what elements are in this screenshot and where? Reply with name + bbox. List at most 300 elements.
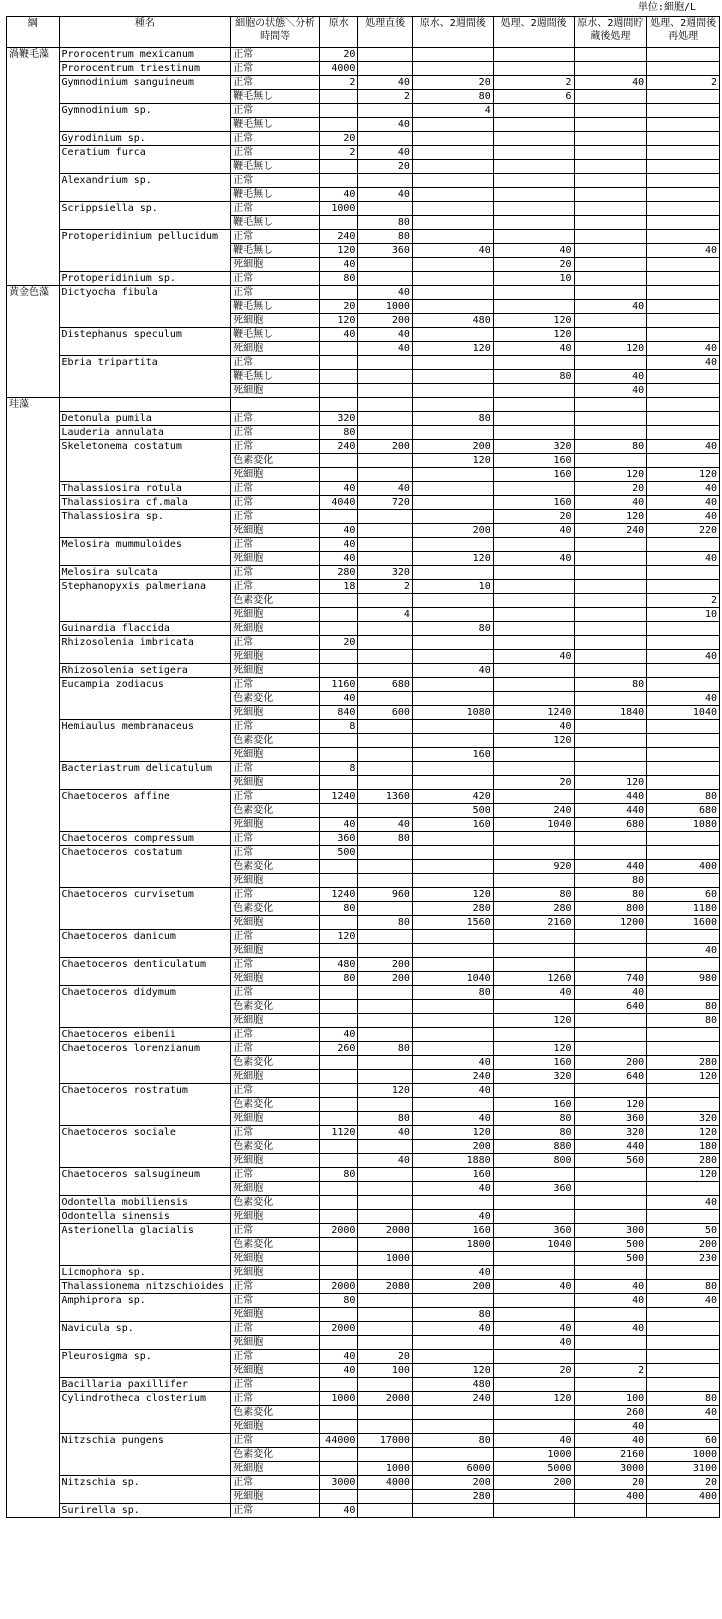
value-cell	[412, 510, 493, 524]
species-cell: Rhizosolenia setigera	[59, 664, 231, 678]
value-cell	[320, 174, 358, 188]
value-cell	[320, 1196, 358, 1210]
value-cell	[574, 958, 647, 972]
species-cell: Prorocentrum mexicanum	[59, 48, 231, 62]
value-cell: 120	[647, 1168, 720, 1182]
value-cell	[412, 734, 493, 748]
state-cell: 鞭毛無し	[231, 216, 320, 230]
value-cell	[493, 1266, 574, 1280]
value-cell	[358, 846, 413, 860]
value-cell: 80	[574, 874, 647, 888]
state-cell: 死細胞	[231, 1462, 320, 1476]
value-cell: 40	[574, 1280, 647, 1294]
value-cell	[358, 370, 413, 384]
state-cell: 正常	[231, 1350, 320, 1364]
value-cell	[493, 1504, 574, 1518]
state-cell: 正常	[231, 174, 320, 188]
species-cell: Chaetoceros curvisetum	[59, 888, 231, 930]
value-cell	[358, 804, 413, 818]
value-cell	[493, 286, 574, 300]
value-cell: 1080	[412, 706, 493, 720]
header-treated: 処理直後	[358, 17, 413, 48]
value-cell	[574, 272, 647, 286]
value-cell: 1260	[493, 972, 574, 986]
value-cell	[358, 1182, 413, 1196]
value-cell: 160	[493, 1056, 574, 1070]
table-row	[7, 104, 720, 118]
value-cell	[647, 776, 720, 790]
state-cell: 死細胞	[231, 706, 320, 720]
value-cell: 40	[358, 818, 413, 832]
value-cell	[412, 720, 493, 734]
state-cell: 色素変化	[231, 692, 320, 706]
state-cell	[231, 398, 320, 412]
value-cell	[412, 202, 493, 216]
value-cell: 120	[320, 244, 358, 258]
value-cell	[320, 1252, 358, 1266]
state-cell: 正常	[231, 678, 320, 692]
value-cell	[412, 188, 493, 202]
value-cell: 40	[412, 1210, 493, 1224]
table-row	[7, 132, 720, 146]
value-cell: 1240	[493, 706, 574, 720]
state-cell: 鞭毛無し	[231, 300, 320, 314]
value-cell: 200	[358, 958, 413, 972]
value-cell	[493, 566, 574, 580]
value-cell	[493, 482, 574, 496]
value-cell: 440	[574, 790, 647, 804]
value-cell	[647, 748, 720, 762]
value-cell: 120	[412, 552, 493, 566]
value-cell	[320, 1112, 358, 1126]
value-cell	[647, 734, 720, 748]
value-cell	[358, 734, 413, 748]
value-cell: 1120	[320, 1126, 358, 1140]
value-cell: 40	[358, 146, 413, 160]
state-cell: 死細胞	[231, 1252, 320, 1266]
value-cell: 440	[574, 804, 647, 818]
table-row	[7, 146, 720, 160]
value-cell	[647, 426, 720, 440]
state-cell: 死細胞	[231, 314, 320, 328]
value-cell	[320, 1056, 358, 1070]
value-cell	[647, 146, 720, 160]
state-cell: 正常	[231, 272, 320, 286]
value-cell	[320, 1308, 358, 1322]
value-cell	[358, 510, 413, 524]
value-cell	[358, 1070, 413, 1084]
value-cell: 200	[358, 314, 413, 328]
state-cell: 死細胞	[231, 524, 320, 538]
value-cell: 240	[320, 440, 358, 454]
value-cell: 1040	[493, 1238, 574, 1252]
value-cell: 40	[493, 1434, 574, 1448]
value-cell	[574, 328, 647, 342]
table-row	[7, 1294, 720, 1308]
value-cell: 40	[320, 1364, 358, 1378]
value-cell: 480	[412, 1378, 493, 1392]
species-cell: Lauderia annulata	[59, 426, 231, 440]
species-cell: Surirella sp.	[59, 1504, 231, 1518]
value-cell: 40	[412, 1112, 493, 1126]
value-cell: 6000	[412, 1462, 493, 1476]
value-cell	[574, 314, 647, 328]
value-cell: 200	[412, 1476, 493, 1490]
value-cell: 1800	[412, 1238, 493, 1252]
value-cell	[574, 720, 647, 734]
table-row	[7, 286, 720, 300]
value-cell	[574, 1014, 647, 1028]
value-cell: 6	[493, 90, 574, 104]
value-cell: 40	[358, 1126, 413, 1140]
state-cell: 死細胞	[231, 818, 320, 832]
state-cell: 死細胞	[231, 1420, 320, 1434]
value-cell	[493, 1196, 574, 1210]
value-cell	[574, 636, 647, 650]
state-cell: 死細胞	[231, 1210, 320, 1224]
value-cell	[358, 384, 413, 398]
value-cell	[574, 552, 647, 566]
value-cell: 840	[320, 706, 358, 720]
value-cell: 440	[574, 860, 647, 874]
table-row	[7, 580, 720, 594]
value-cell	[358, 1098, 413, 1112]
value-cell: 920	[493, 860, 574, 874]
value-cell	[320, 104, 358, 118]
table-row	[7, 1210, 720, 1224]
state-cell: 死細胞	[231, 1364, 320, 1378]
value-cell: 40	[320, 1028, 358, 1042]
value-cell: 40	[574, 76, 647, 90]
state-cell: 死細胞	[231, 944, 320, 958]
value-cell	[320, 160, 358, 174]
value-cell: 2000	[320, 1224, 358, 1238]
value-cell	[574, 230, 647, 244]
table-row	[7, 1168, 720, 1182]
value-cell	[358, 1308, 413, 1322]
state-cell: 正常	[231, 1378, 320, 1392]
value-cell	[320, 622, 358, 636]
value-cell	[574, 650, 647, 664]
value-cell	[358, 1238, 413, 1252]
value-cell: 120	[574, 468, 647, 482]
table-row	[7, 356, 720, 370]
species-cell: Thalassiosira sp.	[59, 510, 231, 538]
value-cell	[412, 1336, 493, 1350]
state-cell: 正常	[231, 720, 320, 734]
value-cell: 50	[647, 1224, 720, 1238]
value-cell	[493, 1000, 574, 1014]
state-cell: 色素変化	[231, 1098, 320, 1112]
value-cell: 80	[647, 1000, 720, 1014]
state-cell: 死細胞	[231, 1014, 320, 1028]
value-cell	[358, 1196, 413, 1210]
value-cell	[412, 482, 493, 496]
value-cell	[574, 1266, 647, 1280]
state-cell: 色素変化	[231, 1238, 320, 1252]
value-cell	[493, 104, 574, 118]
value-cell: 2	[647, 76, 720, 90]
species-cell: Navicula sp.	[59, 1322, 231, 1350]
value-cell: 120	[493, 1392, 574, 1406]
state-cell: 正常	[231, 1504, 320, 1518]
value-cell: 400	[574, 1490, 647, 1504]
value-cell: 40	[412, 1266, 493, 1280]
species-cell: Ebria tripartita	[59, 356, 231, 398]
value-cell	[358, 1028, 413, 1042]
state-cell: 正常	[231, 1434, 320, 1448]
value-cell	[358, 552, 413, 566]
value-cell: 4040	[320, 496, 358, 510]
value-cell	[320, 1014, 358, 1028]
table-row	[7, 1042, 720, 1056]
value-cell	[493, 580, 574, 594]
state-cell: 死細胞	[231, 874, 320, 888]
value-cell	[647, 1182, 720, 1196]
value-cell: 10	[412, 580, 493, 594]
value-cell: 120	[412, 1126, 493, 1140]
state-cell: 正常	[231, 1294, 320, 1308]
value-cell: 80	[320, 272, 358, 286]
value-cell	[320, 1336, 358, 1350]
value-cell: 600	[358, 706, 413, 720]
value-cell	[320, 944, 358, 958]
value-cell: 3100	[647, 1462, 720, 1476]
value-cell	[647, 104, 720, 118]
value-cell: 40	[320, 1350, 358, 1364]
value-cell: 20	[412, 76, 493, 90]
table-row	[7, 832, 720, 846]
table-row	[7, 482, 720, 496]
value-cell	[358, 272, 413, 286]
value-cell: 1000	[358, 300, 413, 314]
value-cell	[647, 678, 720, 692]
value-cell	[320, 1406, 358, 1420]
value-cell	[493, 958, 574, 972]
value-cell: 1600	[647, 916, 720, 930]
value-cell	[358, 1266, 413, 1280]
state-cell: 色素変化	[231, 860, 320, 874]
value-cell	[574, 832, 647, 846]
value-cell: 20	[358, 160, 413, 174]
value-cell: 40	[320, 818, 358, 832]
value-cell	[647, 720, 720, 734]
value-cell	[358, 1448, 413, 1462]
state-cell: 正常	[231, 986, 320, 1000]
state-cell: 色素変化	[231, 1448, 320, 1462]
value-cell: 200	[412, 1140, 493, 1154]
table-row	[7, 412, 720, 426]
value-cell: 40	[320, 188, 358, 202]
state-cell: 色素変化	[231, 902, 320, 916]
state-cell: 死細胞	[231, 1336, 320, 1350]
value-cell	[358, 1056, 413, 1070]
value-cell	[320, 1420, 358, 1434]
value-cell	[412, 944, 493, 958]
value-cell	[358, 524, 413, 538]
value-cell	[493, 202, 574, 216]
species-cell: Guinardia flaccida	[59, 622, 231, 636]
table-row	[7, 174, 720, 188]
value-cell: 40	[647, 692, 720, 706]
state-cell: 色素変化	[231, 804, 320, 818]
value-cell	[647, 454, 720, 468]
value-cell	[493, 132, 574, 146]
value-cell	[647, 622, 720, 636]
state-cell: 正常	[231, 76, 320, 90]
value-cell: 80	[358, 1042, 413, 1056]
value-cell: 160	[493, 1098, 574, 1112]
value-cell: 17000	[358, 1434, 413, 1448]
value-cell: 180	[647, 1140, 720, 1154]
value-cell	[358, 356, 413, 370]
value-cell: 1240	[320, 888, 358, 902]
value-cell	[574, 244, 647, 258]
value-cell	[647, 958, 720, 972]
value-cell: 40	[574, 496, 647, 510]
value-cell: 20	[320, 636, 358, 650]
value-cell: 80	[647, 790, 720, 804]
value-cell	[412, 832, 493, 846]
state-cell: 正常	[231, 356, 320, 370]
state-cell: 鞭毛無し	[231, 188, 320, 202]
value-cell: 680	[358, 678, 413, 692]
value-cell	[412, 174, 493, 188]
table-row	[7, 496, 720, 510]
value-cell	[412, 678, 493, 692]
value-cell: 20	[493, 510, 574, 524]
value-cell	[574, 1350, 647, 1364]
value-cell: 40	[320, 482, 358, 496]
value-cell: 4000	[358, 1476, 413, 1490]
value-cell: 80	[412, 1308, 493, 1322]
table-row	[7, 1224, 720, 1238]
value-cell	[358, 748, 413, 762]
value-cell: 40	[647, 440, 720, 454]
value-cell	[574, 454, 647, 468]
state-cell: 死細胞	[231, 468, 320, 482]
value-cell: 200	[493, 1476, 574, 1490]
value-cell	[412, 496, 493, 510]
value-cell	[358, 930, 413, 944]
value-cell: 720	[358, 496, 413, 510]
header-raw-2wk: 原水、2週間後	[412, 17, 493, 48]
table-row	[7, 1504, 720, 1518]
value-cell	[493, 356, 574, 370]
value-cell: 80	[320, 902, 358, 916]
value-cell	[493, 118, 574, 132]
species-cell: Asterionella glacialis	[59, 1224, 231, 1266]
value-cell	[320, 342, 358, 356]
value-cell: 200	[412, 440, 493, 454]
value-cell	[358, 1014, 413, 1028]
value-cell	[412, 468, 493, 482]
value-cell: 120	[358, 1084, 413, 1098]
value-cell	[574, 258, 647, 272]
value-cell: 120	[574, 1098, 647, 1112]
value-cell: 220	[647, 524, 720, 538]
value-cell: 500	[574, 1238, 647, 1252]
table-row	[7, 398, 720, 412]
state-cell: 正常	[231, 538, 320, 552]
value-cell: 240	[574, 524, 647, 538]
value-cell	[358, 1000, 413, 1014]
value-cell	[647, 1210, 720, 1224]
value-cell	[320, 1462, 358, 1476]
species-cell: Chaetoceros costatum	[59, 846, 231, 888]
value-cell: 200	[647, 1238, 720, 1252]
value-cell	[647, 1378, 720, 1392]
value-cell: 160	[412, 818, 493, 832]
value-cell: 8	[320, 762, 358, 776]
value-cell: 200	[412, 524, 493, 538]
value-cell	[647, 762, 720, 776]
table-row	[7, 510, 720, 524]
value-cell	[574, 566, 647, 580]
state-cell: 色素変化	[231, 1406, 320, 1420]
value-cell	[493, 1420, 574, 1434]
value-cell	[412, 1098, 493, 1112]
value-cell: 80	[358, 216, 413, 230]
species-cell: Odontella sinensis	[59, 1210, 231, 1224]
value-cell: 80	[412, 412, 493, 426]
value-cell	[647, 132, 720, 146]
value-cell: 80	[647, 1392, 720, 1406]
value-cell: 200	[358, 440, 413, 454]
species-cell: Chaetoceros affine	[59, 790, 231, 832]
value-cell: 1000	[358, 1462, 413, 1476]
species-cell: Nitzschia sp.	[59, 1476, 231, 1504]
state-cell: 正常	[231, 790, 320, 804]
value-cell	[574, 146, 647, 160]
value-cell	[574, 1168, 647, 1182]
value-cell	[320, 1084, 358, 1098]
value-cell: 80	[574, 888, 647, 902]
value-cell: 40	[647, 1294, 720, 1308]
value-cell	[647, 398, 720, 412]
value-cell: 360	[493, 1182, 574, 1196]
value-cell	[358, 622, 413, 636]
value-cell: 120	[574, 342, 647, 356]
value-cell: 2160	[493, 916, 574, 930]
table-row	[7, 48, 720, 62]
value-cell: 2	[647, 594, 720, 608]
value-cell	[412, 594, 493, 608]
value-cell: 560	[574, 1154, 647, 1168]
value-cell	[493, 874, 574, 888]
value-cell	[574, 1504, 647, 1518]
value-cell	[574, 174, 647, 188]
value-cell	[320, 804, 358, 818]
value-cell: 40	[493, 986, 574, 1000]
value-cell: 260	[574, 1406, 647, 1420]
table-row	[7, 1028, 720, 1042]
value-cell: 120	[493, 328, 574, 342]
value-cell: 40	[493, 720, 574, 734]
value-cell: 1000	[320, 1392, 358, 1406]
species-cell: Dictyocha fibula	[59, 286, 231, 328]
value-cell	[647, 272, 720, 286]
state-cell: 正常	[231, 930, 320, 944]
value-cell: 80	[358, 1112, 413, 1126]
value-cell	[412, 300, 493, 314]
value-cell	[412, 1196, 493, 1210]
value-cell: 40	[412, 664, 493, 678]
value-cell	[320, 1154, 358, 1168]
state-cell: 正常	[231, 1322, 320, 1336]
header-class: 綱	[7, 17, 60, 48]
value-cell: 500	[320, 846, 358, 860]
